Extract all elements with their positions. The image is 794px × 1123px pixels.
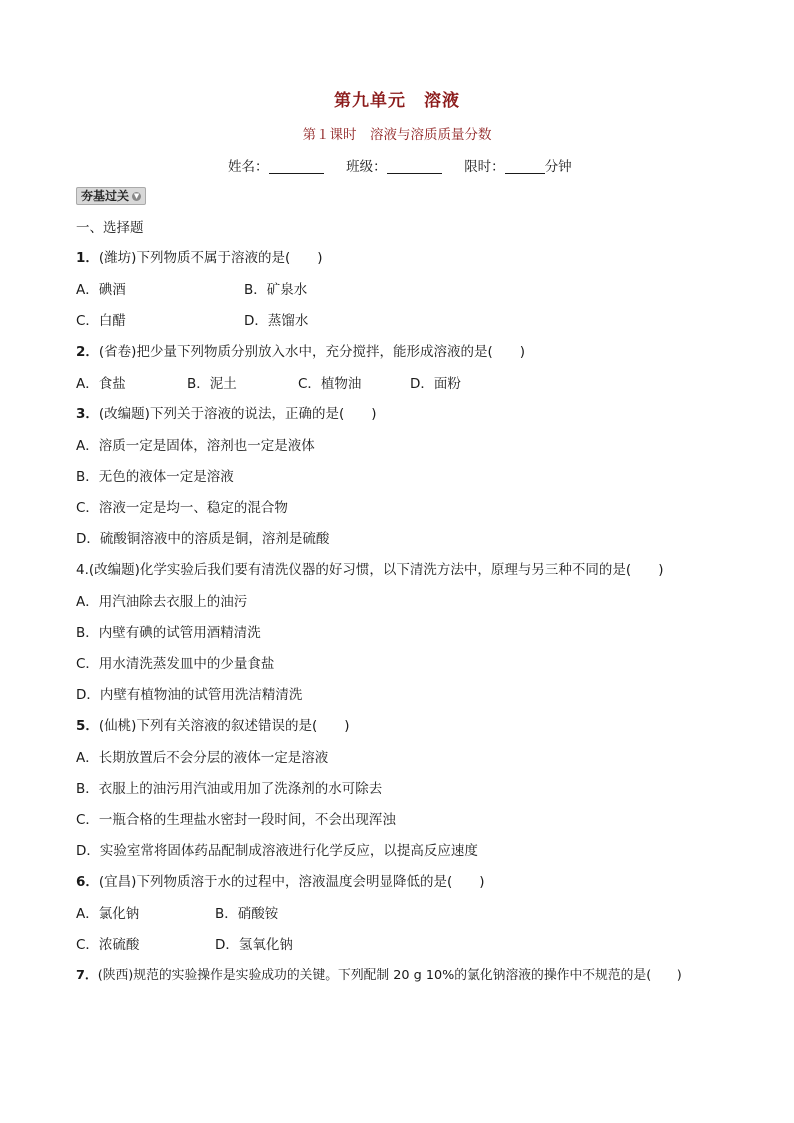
question-2-stem xyxy=(76,342,525,362)
page-title: 第九单元 溶液 xyxy=(334,91,460,111)
option-d: D．实验室常将固体药品配制成溶液进行化学反应，以提高反应速度 xyxy=(76,843,478,859)
option-c: C．植物油 xyxy=(298,376,362,392)
question-text: (陕西)规范的实验操作是实验成功的关键。下列配制 20 g 10%的氯化钠溶液的操作中不规范的是( ) xyxy=(97,968,682,983)
question-3-stem xyxy=(76,404,376,424)
question-1-stem xyxy=(76,248,322,268)
option-a: A．长期放置后不会分层的液体一定是溶液 xyxy=(76,750,329,766)
option-a: A．食盐 xyxy=(76,376,126,392)
arrow-down-icon: ▼ xyxy=(133,191,140,200)
question-text: (宜昌)下列物质溶于水的过程中，溶液温度会明显降低的是( ) xyxy=(98,874,485,890)
question-number: 7． xyxy=(76,968,98,983)
lesson-subtitle: 第１课时 溶液与溶质质量分数 xyxy=(302,127,492,143)
question-number: 4. xyxy=(76,562,89,578)
question-6-stem xyxy=(76,872,484,892)
option-d: D．内壁有植物油的试管用洗洁精清洗 xyxy=(76,687,303,703)
class-label: 班级： xyxy=(346,159,387,175)
question-text: (改编题)化学实验后我们要有清洗仪器的好习惯，以下清洗方法中，原理与另三种不同的是( ) xyxy=(88,562,664,578)
option-a: A．溶质一定是固体，溶剂也一定是液体 xyxy=(76,438,315,454)
class-blank[interactable] xyxy=(387,159,442,174)
option-a: A．用汽油除去衣服上的油污 xyxy=(76,594,248,610)
option-b: B．内壁有碘的试管用酒精清洗 xyxy=(76,625,261,641)
option-b: B．矿泉水 xyxy=(244,282,308,298)
student-info-line xyxy=(228,155,572,175)
option-a: A．氯化钠 xyxy=(76,906,140,922)
question-text: (省卷)把少量下列物质分别放入水中，充分搅拌，能形成溶液的是( ) xyxy=(98,344,525,360)
badge-label: 夯基过关 xyxy=(81,189,130,203)
option-d: D．蒸馏水 xyxy=(244,313,309,329)
section-heading: 一、选择题 xyxy=(76,220,144,236)
option-c: C．用水清洗蒸发皿中的少量食盐 xyxy=(76,656,275,672)
time-label: 限时： xyxy=(464,159,505,175)
option-a: A．碘酒 xyxy=(76,282,126,298)
question-5-stem xyxy=(76,716,349,736)
question-7-stem xyxy=(76,966,682,986)
question-number: 1． xyxy=(76,250,99,266)
name-label: 姓名： xyxy=(228,159,269,175)
option-c: C．溶液一定是均一、稳定的混合物 xyxy=(76,500,288,516)
option-c: C．浓硫酸 xyxy=(76,937,140,953)
question-text: (仙桃)下列有关溶液的叙述错误的是( ) xyxy=(98,718,350,734)
name-blank[interactable] xyxy=(269,159,324,174)
question-number: 3． xyxy=(76,406,99,422)
question-4-stem xyxy=(76,560,663,580)
option-d: D．面粉 xyxy=(410,376,461,392)
option-d: D．氢氧化钠 xyxy=(215,937,293,953)
question-text: (潍坊)下列物质不属于溶液的是( ) xyxy=(98,250,323,266)
section-badge xyxy=(76,187,146,205)
option-b: B．无色的液体一定是溶液 xyxy=(76,469,234,485)
option-b: B．泥土 xyxy=(187,376,237,392)
question-text: (改编题)下列关于溶液的说法，正确的是( ) xyxy=(98,406,377,422)
option-c: C．一瓶合格的生理盐水密封一段时间，不会出现浑浊 xyxy=(76,812,396,828)
question-number: 5． xyxy=(76,718,99,734)
option-b: B．硝酸铵 xyxy=(215,906,279,922)
time-unit: 分钟 xyxy=(544,159,572,175)
time-blank[interactable] xyxy=(505,159,545,174)
question-number: 6． xyxy=(76,874,99,890)
option-b: B．衣服上的油污用汽油或用加了洗涤剂的水可除去 xyxy=(76,781,383,797)
question-number: 2． xyxy=(76,344,99,360)
option-c: C．白醋 xyxy=(76,313,126,329)
option-d: D．硫酸铜溶液中的溶质是铜，溶剂是硫酸 xyxy=(76,531,330,547)
